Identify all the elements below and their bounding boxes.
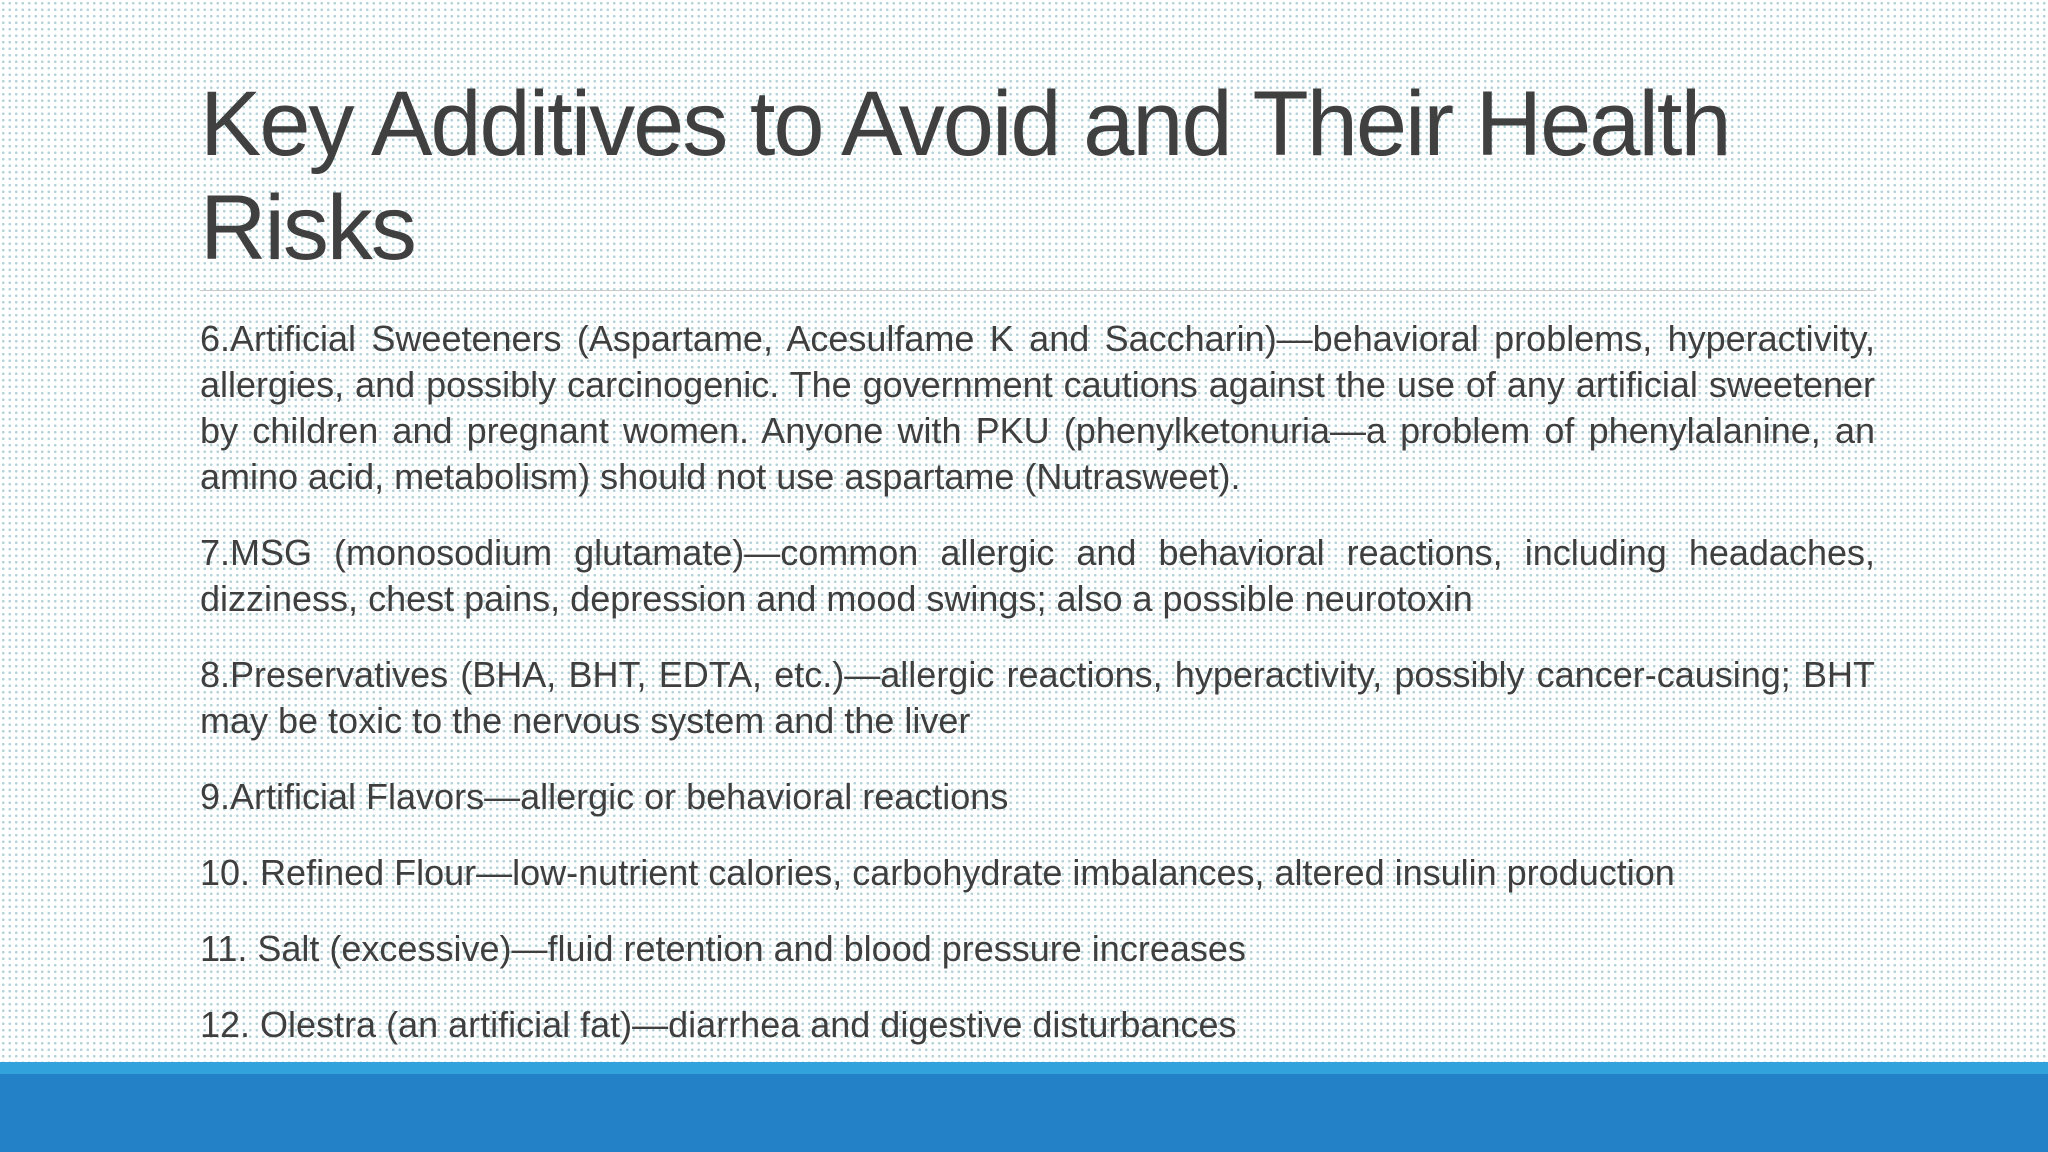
list-item-artificial-flavors: 9.Artificial Flavors—allergic or behavioral reactions [200,776,1009,817]
list-item-artificial-sweeteners: 6.Artificial Sweeteners (Aspartame, Acesulfame K and Saccharin)—behavioral problems, hyperactivity, allergies, and possibly carcinogenic. The government cautions against the use of any artificial sweetener by children and pregnant women. Anyone with PKU (phenylketonuria—a problem of phenylalanine, an amino acid, metabolism) should not use aspartame (Nutrasweet). [200,318,1875,497]
list-item-refined-flour: 10. Refined Flour—low-nutrient calories, carbohydrate imbalances, altered insulin production [200,852,1675,893]
title-divider [200,290,1875,291]
list-item-olestra: 12. Olestra (an artificial fat)—diarrhea and digestive disturbances [200,1004,1237,1045]
list-item-salt: 11. Salt (excessive)—fluid retention and blood pressure increases [200,928,1246,969]
slide-title: Key Additives to Avoid and Their Health Risks [200,73,1730,279]
slide-body [200,316,1875,1078]
list-item-msg: 7.MSG (monosodium glutamate)—common allergic and behavioral reactions, including headaches, dizziness, chest pains, depression and mood swings; also a possible neurotoxin [200,532,1875,619]
list-item-preservatives: 8.Preservatives (BHA, BHT, EDTA, etc.)—allergic reactions, hyperactivity, possibly cancer-causing; BHT may be toxic to the nervous system and the liver [200,654,1875,741]
footer-accent-bar [0,1074,2048,1152]
footer-accent-stripe [0,1062,2048,1074]
